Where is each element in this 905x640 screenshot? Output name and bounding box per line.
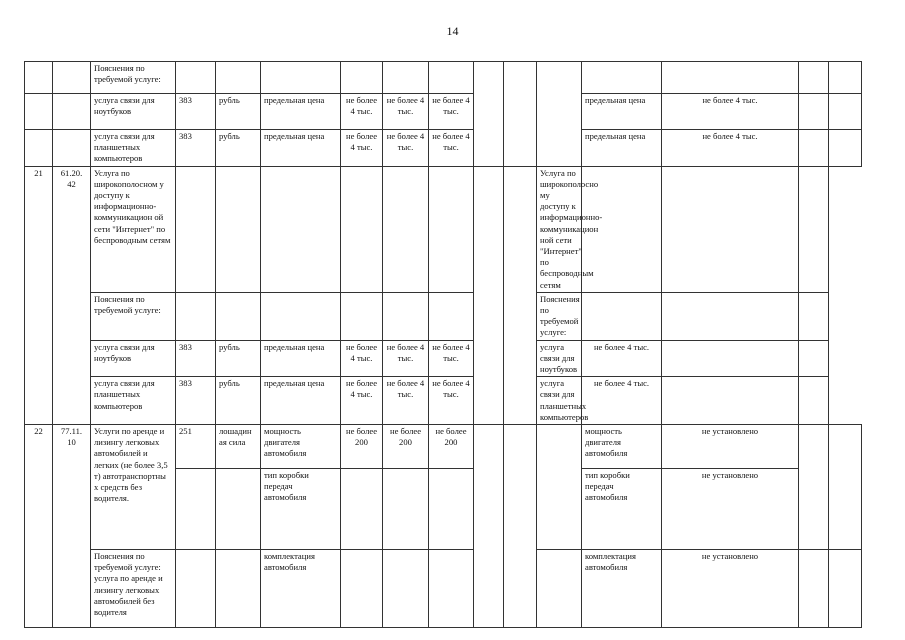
table-row [25, 94, 862, 130]
characteristic-right-cell: предельная цена [582, 94, 662, 130]
specification-table [24, 61, 862, 628]
cell [662, 377, 799, 425]
cell [176, 550, 216, 628]
cell [799, 292, 829, 340]
page-number: 14 [446, 24, 459, 38]
cell [216, 166, 261, 292]
cell [799, 94, 829, 130]
row-number-cell: 22 [25, 425, 53, 628]
value-cell: не более 4 тыс. [429, 130, 474, 167]
table-row [25, 550, 862, 628]
cell [216, 292, 261, 340]
value-right-cell: не более 4 тыс. [582, 340, 662, 377]
characteristic-cell: предельная цена [261, 340, 341, 377]
cell [176, 469, 216, 550]
cell [799, 340, 829, 377]
cell [53, 62, 91, 94]
value-cell: не более 4 тыс. [341, 130, 383, 167]
cell [261, 292, 341, 340]
value-cell: не более 4 тыс. [429, 94, 474, 130]
service-laptops-right-cell: услуга связи для ноутбуков [537, 340, 582, 377]
characteristic-cell: предельная цена [261, 130, 341, 167]
explanation-cell: Пояснения по требуемой услуге: [91, 292, 176, 340]
cell [474, 166, 504, 424]
cell [383, 292, 429, 340]
cell [582, 62, 662, 94]
characteristic-cell: тип коробки передач автомобиля [261, 469, 341, 550]
value-cell: не более 200 [341, 425, 383, 469]
cell [582, 292, 662, 340]
cell [176, 292, 216, 340]
cell [829, 130, 862, 167]
service-tablets-right-cell: услуга связи для планшетных компьютеров [537, 377, 582, 425]
characteristic-cell: мощность двигателя автомобиля [261, 425, 341, 469]
cell [383, 62, 429, 94]
service-name-cell: Услуга по широкополосном у доступу к информационно-коммуникацион ой сети "Интернет" по беспроводным сетям [91, 166, 176, 292]
value-right-cell: не установлено [662, 425, 799, 469]
table-row [25, 292, 862, 340]
value-cell: не более 200 [383, 425, 429, 469]
value-cell: не более 4 тыс. [341, 94, 383, 130]
unit-code-cell: 251 [176, 425, 216, 469]
value-right-cell: не более 4 тыс. [662, 94, 799, 130]
cell [504, 62, 537, 167]
unit-cell: рубль [216, 94, 261, 130]
cell [429, 292, 474, 340]
cell [537, 62, 582, 167]
value-right-cell: не более 4 тыс. [582, 377, 662, 425]
unit-cell: лошадин ая сила [216, 425, 261, 469]
cell [429, 166, 474, 292]
cell [383, 550, 429, 628]
unit-cell: рубль [216, 130, 261, 167]
cell [383, 166, 429, 292]
value-cell: не более 4 тыс. [341, 377, 383, 425]
service-tablets-cell: услуга связи для планшетных компьютеров [91, 377, 176, 425]
unit-code-cell: 383 [176, 377, 216, 425]
explanation-right-cell: Пояснения по требуемой услуге: [537, 292, 582, 340]
cell [25, 62, 53, 94]
explanation-cell: Пояснения по требуемой услуге: услуга по аренде и лизингу легковых автомобилей без водителя [91, 550, 176, 628]
cell [25, 130, 53, 167]
characteristic-right-cell: тип коробки передач автомобиля [582, 469, 662, 550]
value-cell: не более 4 тыс. [383, 377, 429, 425]
characteristic-right-cell: мощность двигателя автомобиля [582, 425, 662, 469]
cell [261, 166, 341, 292]
cell [829, 425, 862, 550]
cell [216, 62, 261, 94]
value-cell: не более 4 тыс. [341, 340, 383, 377]
cell [829, 550, 862, 628]
cell [799, 62, 829, 94]
okpd-code-cell: 61.20. 42 [53, 166, 91, 424]
characteristic-right-cell: предельная цена [582, 130, 662, 167]
service-tablets-cell: услуга связи для планшетных компьютеров [91, 130, 176, 167]
cell [25, 94, 53, 130]
characteristic-cell: комплектация автомобиля [261, 550, 341, 628]
cell [799, 377, 829, 425]
cell [537, 550, 582, 628]
cell [429, 550, 474, 628]
cell [474, 425, 504, 628]
explanation-cell: Пояснения по требуемой услуге: [91, 62, 176, 94]
value-cell: не более 4 тыс. [383, 94, 429, 130]
unit-cell: рубль [216, 377, 261, 425]
okpd-code-cell: 77.11. 10 [53, 425, 91, 628]
characteristic-cell: предельная цена [261, 377, 341, 425]
table-row [25, 166, 862, 292]
value-cell: не более 4 тыс. [429, 340, 474, 377]
table-row [25, 130, 862, 167]
value-cell: не более 4 тыс. [383, 130, 429, 167]
row-number-cell: 21 [25, 166, 53, 424]
cell [799, 425, 829, 550]
cell [53, 130, 91, 167]
cell [662, 340, 799, 377]
value-cell: не более 200 [429, 425, 474, 469]
value-cell: не более 4 тыс. [429, 377, 474, 425]
value-cell: не более 4 тыс. [383, 340, 429, 377]
cell [341, 292, 383, 340]
value-right-cell: не более 4 тыс. [662, 130, 799, 167]
cell [176, 166, 216, 292]
cell [341, 469, 383, 550]
cell [53, 94, 91, 130]
unit-code-cell: 383 [176, 340, 216, 377]
cell [383, 469, 429, 550]
cell [662, 166, 799, 292]
cell [662, 292, 799, 340]
cell [504, 166, 537, 424]
service-name-cell: Услуги по аренде и лизингу легковых автомобилей и легких (не более 3,5 т) автотранспортны х средств без водителя. [91, 425, 176, 550]
cell [341, 550, 383, 628]
cell [829, 62, 862, 94]
characteristic-right-cell: комплектация автомобиля [582, 550, 662, 628]
cell [429, 62, 474, 94]
cell [216, 469, 261, 550]
cell [474, 62, 504, 167]
cell [341, 62, 383, 94]
cell [662, 62, 799, 94]
cell [799, 130, 829, 167]
unit-cell: рубль [216, 340, 261, 377]
table-row [25, 62, 862, 94]
cell [799, 550, 829, 628]
service-laptops-cell: услуга связи для ноутбуков [91, 340, 176, 377]
service-laptops-cell: услуга связи для ноутбуков [91, 94, 176, 130]
cell [429, 469, 474, 550]
cell [829, 94, 862, 130]
cell [216, 550, 261, 628]
unit-code-cell: 383 [176, 130, 216, 167]
unit-code-cell: 383 [176, 94, 216, 130]
service-name-right-cell: Услуга по широкополосно му доступу к информационно-коммуникацион ной сети "Интернет" по беспроводным сетям [537, 166, 582, 292]
table-row [25, 340, 862, 377]
table-row [25, 377, 862, 425]
cell [799, 166, 829, 292]
value-right-cell: не установлено [662, 469, 799, 550]
cell [261, 62, 341, 94]
cell [504, 425, 537, 628]
characteristic-cell: предельная цена [261, 94, 341, 130]
value-right-cell: не установлено [662, 550, 799, 628]
cell [341, 166, 383, 292]
cell [176, 62, 216, 94]
cell [537, 425, 582, 550]
table-row [25, 425, 862, 469]
